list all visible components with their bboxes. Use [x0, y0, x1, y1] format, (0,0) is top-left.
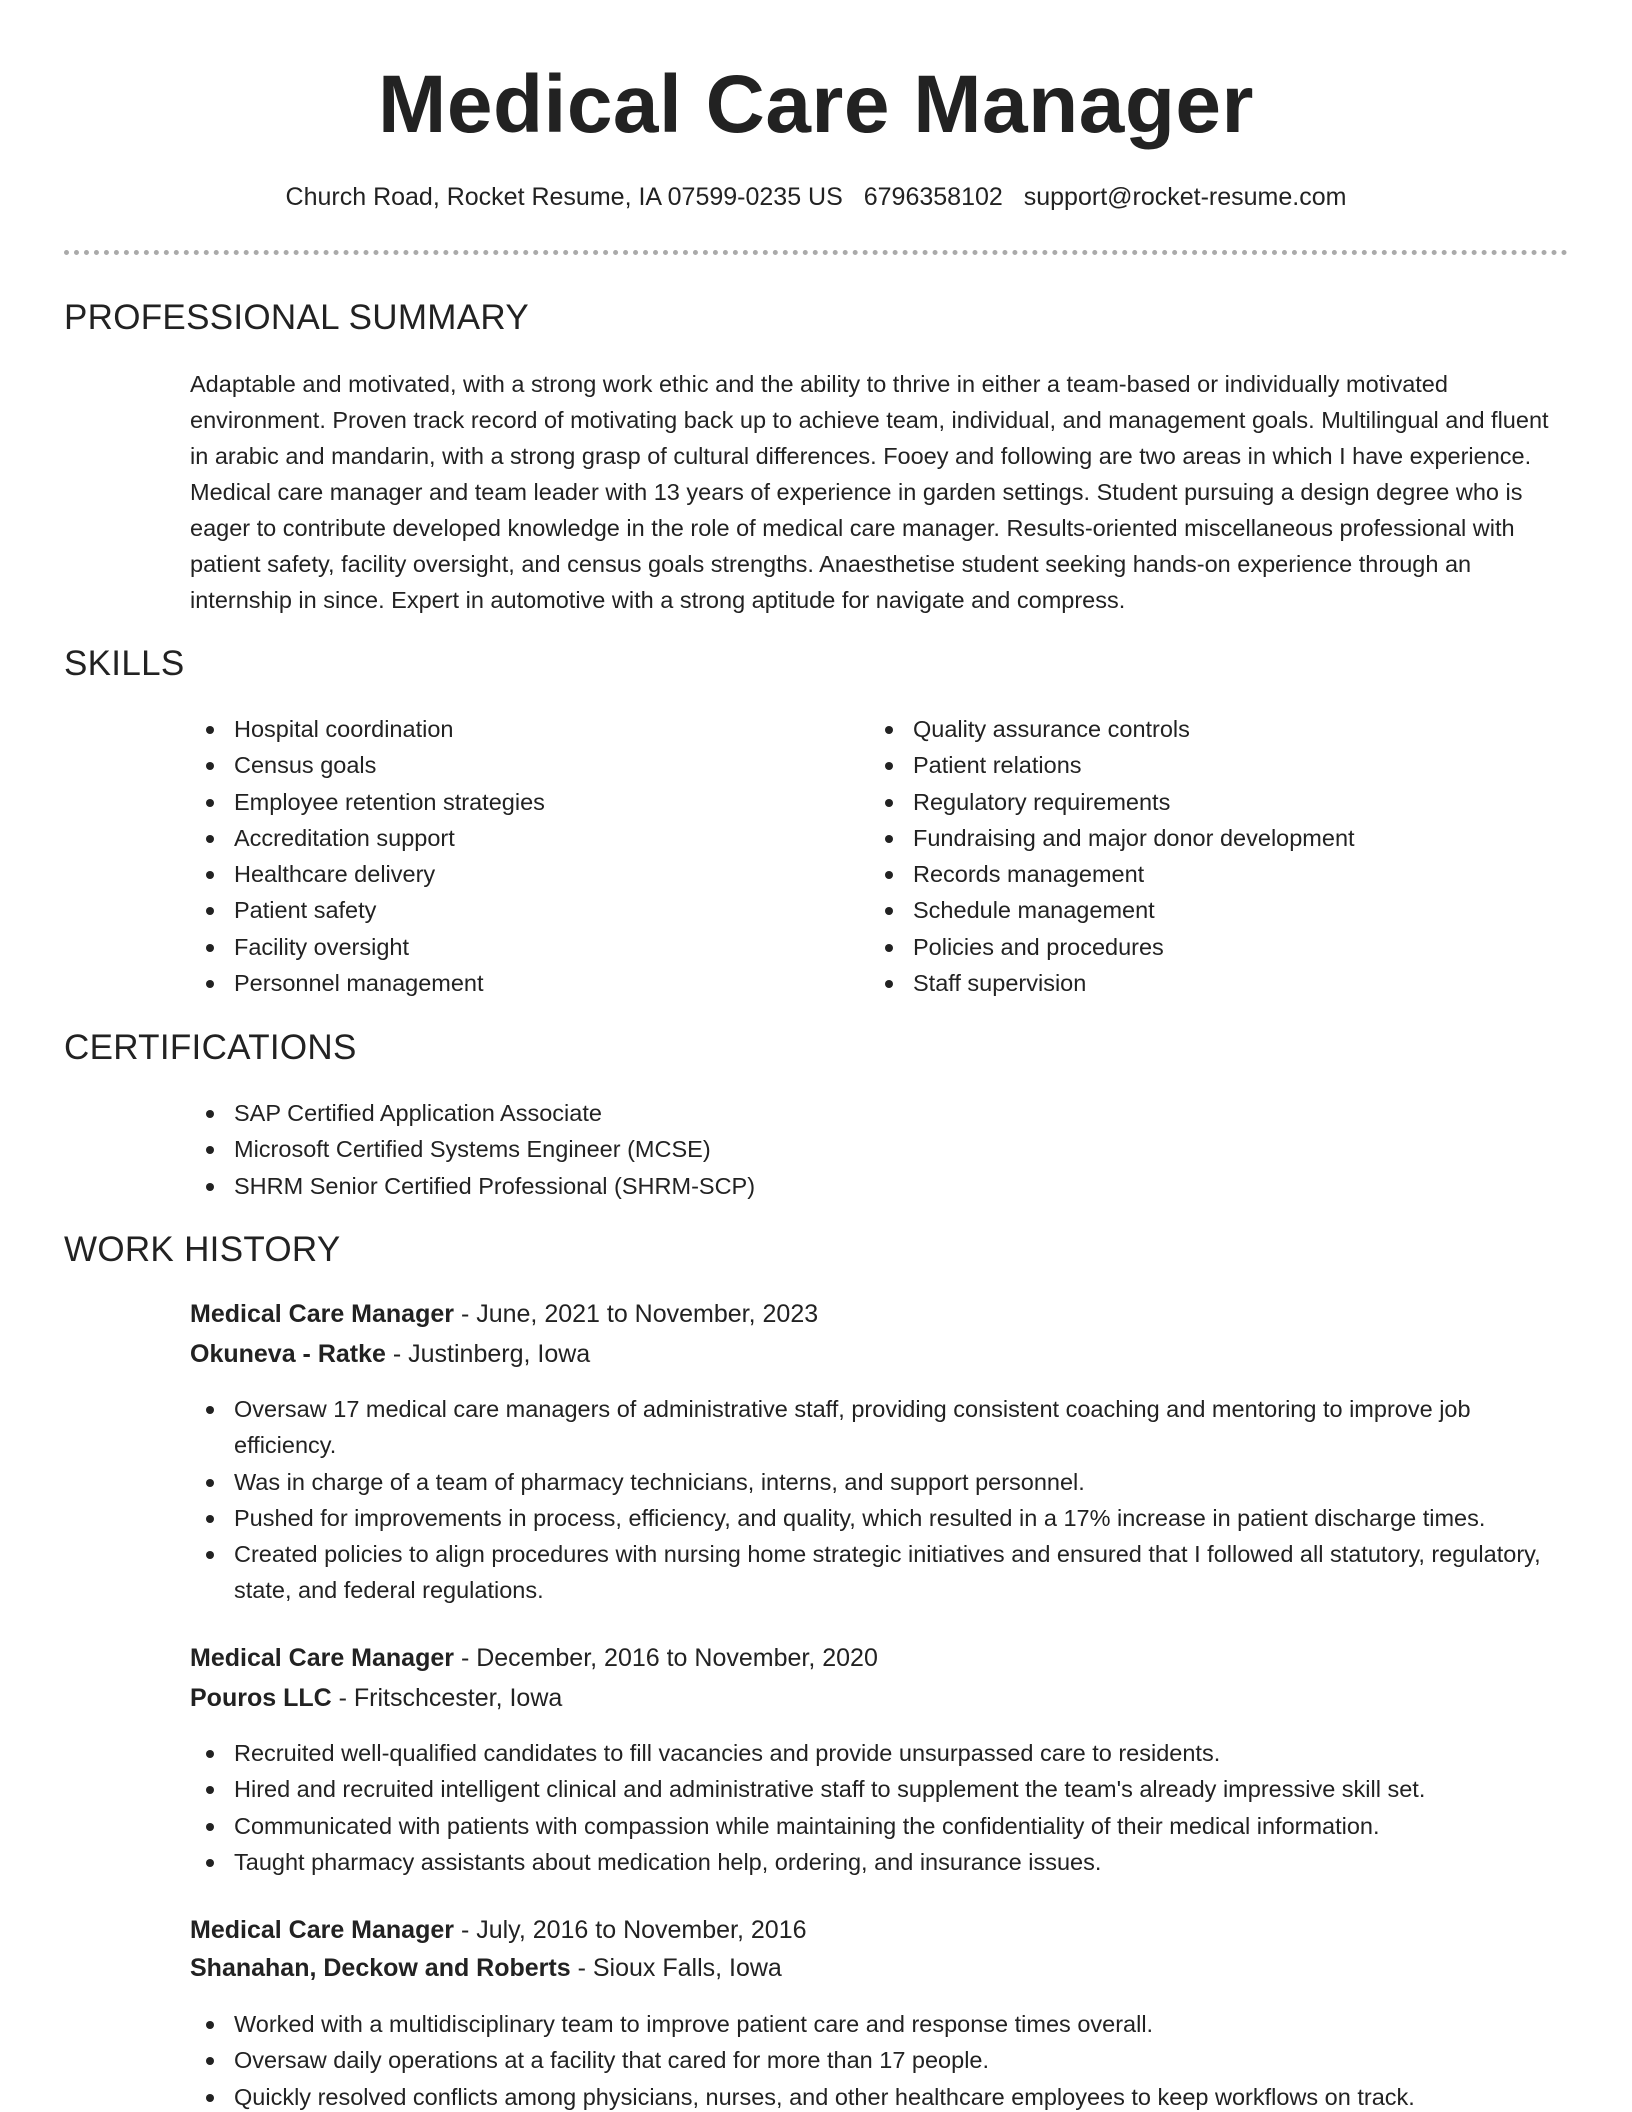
job-dates: - July, 2016 to November, 2016: [454, 1916, 807, 1944]
skills-heading: SKILLS: [64, 644, 185, 683]
skill-item: Schedule management: [869, 892, 1569, 928]
job-location: - Justinberg, Iowa: [385, 1340, 591, 1368]
skill-item: Employee retention strategies: [190, 784, 830, 820]
skills-list-right: [869, 711, 1569, 1001]
job-title: Medical Care Manager: [190, 1644, 454, 1672]
certification-item: SHRM Senior Certified Professional (SHRM-SCP): [190, 1168, 1570, 1204]
skill-item: Staff supervision: [869, 965, 1569, 1001]
skill-item: Policies and procedures: [869, 929, 1569, 965]
job-title-line: [190, 1644, 878, 1673]
job-bullet: Quickly resolved conflicts among physicians, nurses, and other healthcare employees to keep workflows on track.: [190, 2079, 1570, 2112]
skill-item: Patient safety: [190, 892, 830, 928]
job-company: Okuneva - Ratke: [190, 1340, 386, 1368]
job-bullet: Created policies to align procedures with nursing home strategic initiatives and ensured that I followed all statutory, regulatory, state, and federal regulations.: [190, 1536, 1570, 1609]
skill-item: Patient relations: [869, 747, 1569, 783]
contact-address: Church Road, Rocket Resume, IA 07599-0235 US: [285, 183, 843, 211]
certification-item: SAP Certified Application Associate: [190, 1095, 1570, 1131]
job-bullet: Taught pharmacy assistants about medication help, ordering, and insurance issues.: [190, 1844, 1570, 1880]
skill-item: Regulatory requirements: [869, 784, 1569, 820]
job-company-line: [190, 1684, 562, 1713]
skill-item: Records management: [869, 856, 1569, 892]
job-bullet: Was in charge of a team of pharmacy technicians, interns, and support personnel.: [190, 1464, 1570, 1500]
skill-item: Facility oversight: [190, 929, 830, 965]
job-dates: - December, 2016 to November, 2020: [454, 1644, 878, 1672]
certifications-list: [190, 1095, 1570, 1204]
contact-phone: 6796358102: [863, 183, 1003, 211]
summary-text: Adaptable and motivated, with a strong work ethic and the ability to thrive in either a team-based or individually motivated environment. Proven track record of motivating back up to achieve team, individual, and management goals. Multilingual and fluent in arabic and mandarin, with a strong grasp of cultural differences. Fooey and following are two areas in which I have experience. Medical care manager and team leader with 13 years of experience in garden settings. Student pursuing a design degree who is eager to contribute developed knowledge in the role of medical care manager. Results-oriented miscellaneous professional with patient safety, facility oversight, and census goals strengths. Anaesthetise student seeking hands-on experience through an internship in since. Expert in automotive with a strong aptitude for navigate and compress.: [190, 371, 1549, 613]
job-bullet: Communicated with patients with compassion while maintaining the confidentiality of their medical information.: [190, 1808, 1570, 1844]
skills-list-left: [190, 711, 830, 1001]
job-title-line: [190, 1916, 807, 1945]
job-bullets: [190, 2006, 1570, 2112]
skill-item: Hospital coordination: [190, 711, 830, 747]
job-bullet: Oversaw daily operations at a facility that cared for more than 17 people.: [190, 2042, 1570, 2078]
job-dates: - June, 2021 to November, 2023: [454, 1300, 819, 1328]
job-bullet: Worked with a multidisciplinary team to improve patient care and response times overall.: [190, 2006, 1570, 2042]
job-title-line: [190, 1300, 818, 1329]
job-bullet: Pushed for improvements in process, efficiency, and quality, which resulted in a 17% increase in patient discharge times.: [190, 1500, 1570, 1536]
skill-item: Fundraising and major donor development: [869, 820, 1569, 856]
summary-heading: PROFESSIONAL SUMMARY: [64, 298, 529, 337]
job-bullet: Hired and recruited intelligent clinical and administrative staff to supplement the team's already impressive skill set.: [190, 1771, 1570, 1807]
job-location: - Fritschcester, Iowa: [331, 1684, 563, 1712]
job-bullets: [190, 1735, 1570, 1880]
job-company: Pouros LLC: [190, 1684, 332, 1712]
candidate-name: Medical Care Manager: [378, 59, 1254, 150]
job-bullets: [190, 1391, 1570, 1609]
skill-item: Census goals: [190, 747, 830, 783]
skill-item: Personnel management: [190, 965, 830, 1001]
contact-line: [0, 183, 1632, 212]
job-company-line: [190, 1954, 782, 1983]
contact-email: support@rocket-resume.com: [1023, 183, 1347, 211]
header-divider: [64, 250, 1568, 255]
job-company: Shanahan, Deckow and Roberts: [190, 1954, 571, 1982]
skill-item: Accreditation support: [190, 820, 830, 856]
job-location: - Sioux Falls, Iowa: [570, 1954, 782, 1982]
skill-item: Quality assurance controls: [869, 711, 1569, 747]
job-title: Medical Care Manager: [190, 1300, 454, 1328]
job-bullet: Recruited well-qualified candidates to fill vacancies and provide unsurpassed care to residents.: [190, 1735, 1570, 1771]
job-company-line: [190, 1340, 590, 1369]
job-title: Medical Care Manager: [190, 1916, 454, 1944]
job-bullet: Oversaw 17 medical care managers of administrative staff, providing consistent coaching and mentoring to improve job efficiency.: [190, 1391, 1570, 1464]
certification-item: Microsoft Certified Systems Engineer (MCSE): [190, 1131, 1570, 1167]
certifications-heading: CERTIFICATIONS: [64, 1028, 357, 1067]
skill-item: Healthcare delivery: [190, 856, 830, 892]
work-history-heading: WORK HISTORY: [64, 1230, 341, 1269]
